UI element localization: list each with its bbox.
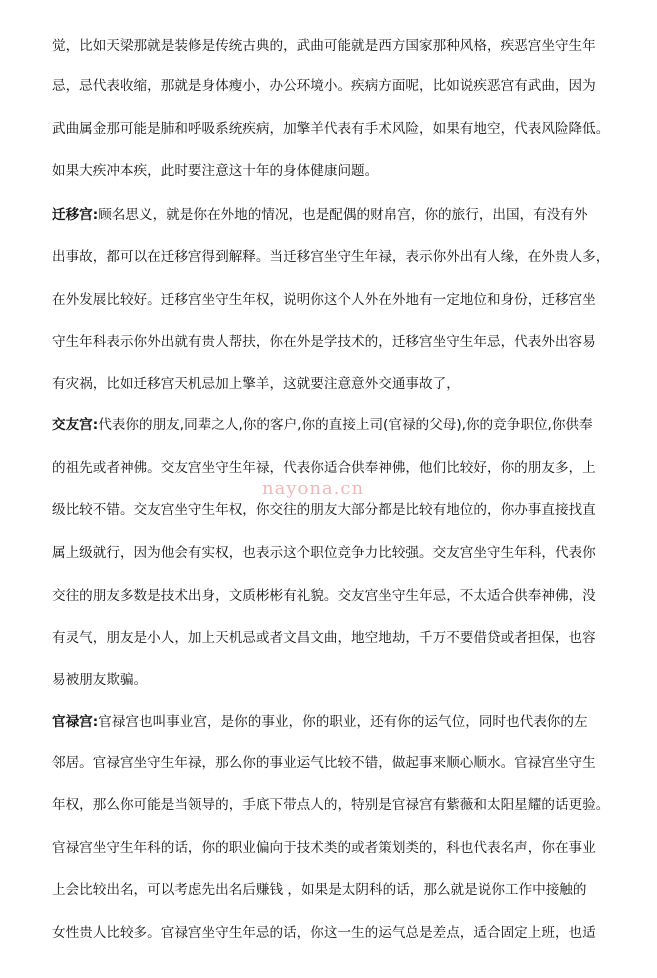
watermark: nayona.cn	[262, 478, 365, 499]
text-line: 在外发展比较好。迁移宫坐守生年权，说明你这个人外在外地有一定地位和身份，迁移宫坐	[52, 292, 596, 308]
text-line: 觉，比如天梁那就是装修是传统古典的，武曲可能就是西方国家那种风格，疾恶宫坐守生年	[52, 38, 596, 54]
text-line: 武曲属金那可能是肺和呼吸系统疾病，加擎羊代表有手术风险，如果有地空，代表风险降低。	[52, 121, 610, 137]
text-line: 交往的朋友多数是技术出身，文质彬彬有礼貌。交友宫坐守生年忌，不太适合供奉神佛，没	[52, 588, 596, 604]
text-line: 易被朋友欺骗。	[52, 672, 148, 688]
text-line: 出事故，都可以在迁移宫得到解释。当迁移宫坐守生年禄，表示你外出有人缘，在外贵人多，	[52, 249, 610, 265]
text-line: 年权，那么你可能是当领导的，手底下带点人的，特别是官禄宫有紫薇和太阳星耀的话更验。	[52, 797, 610, 813]
text-line: 官禄宫:官禄宫也叫事业宫，是你的事业，你的职业，还有你的运气位，同时也代表你的左	[52, 714, 588, 730]
section-heading: 迁移宫:	[52, 207, 99, 223]
text-line: 级比较不错。交友宫坐守生年权，你交往的朋友大部分都是比较有地位的，你办事直接找直	[52, 502, 596, 518]
text-line: 迁移宫:顾名思义，就是你在外地的情况，也是配偶的财帛宫，你的旅行，出国，有没有外	[52, 207, 588, 223]
text-line: 如果大疾冲本疾，此时要注意这十年的身体健康问题。	[52, 163, 379, 179]
text-line: 交友宫:代表你的朋友,同辈之人,你的客户,你的直接上司(官禄的父母),你的竞争职位,你供奉	[52, 417, 593, 433]
text-line: 有灵气，朋友是小人，加上天机忌或者文昌文曲，地空地劫，千万不要借贷或者担保，也容	[52, 630, 596, 646]
text-line: 上会比较出名，可以考虑先出名后赚钱 ，如果是太阴科的话，那么就是说你工作中接触的	[52, 882, 587, 898]
text-line: 的祖先或者神佛。交友宫坐守生年禄，代表你适合供奉神佛，他们比较好，你的朋友多，上	[52, 460, 596, 476]
text-line: 女性贵人比较多。官禄宫坐守生年忌的话，你这一生的运气总是差点，适合固定上班，也适	[52, 925, 596, 941]
section-heading: 官禄宫:	[52, 714, 99, 730]
text-line: 有灾祸，比如迁移宫天机忌加上擎羊，这就要注意意外交通事故了，	[52, 376, 460, 392]
text-line: 属上级就行，因为他会有实权，也表示这个职位竞争力比较强。交友宫坐守生年科，代表你	[52, 545, 596, 561]
text-line: 守生年科表示你外出就有贵人帮扶，你在外是学技术的，迁移宫坐守生年忌，代表外出容易	[52, 334, 596, 350]
text-line: 邻居。官禄宫坐守生年禄，那么你的事业运气比较不错，做起事来顺心顺水。官禄宫坐守生	[52, 755, 596, 771]
text-line: 官禄宫坐守生年科的话，你的职业偏向于技术类的或者策划类的，科也代表名声，你在事业	[52, 840, 596, 856]
text-line: 忌，忌代表收缩，那就是身体瘦小，办公环境小。疾病方面呢，比如说疾恶宫有武曲，因为	[52, 78, 596, 94]
section-heading: 交友宫:	[52, 417, 99, 433]
